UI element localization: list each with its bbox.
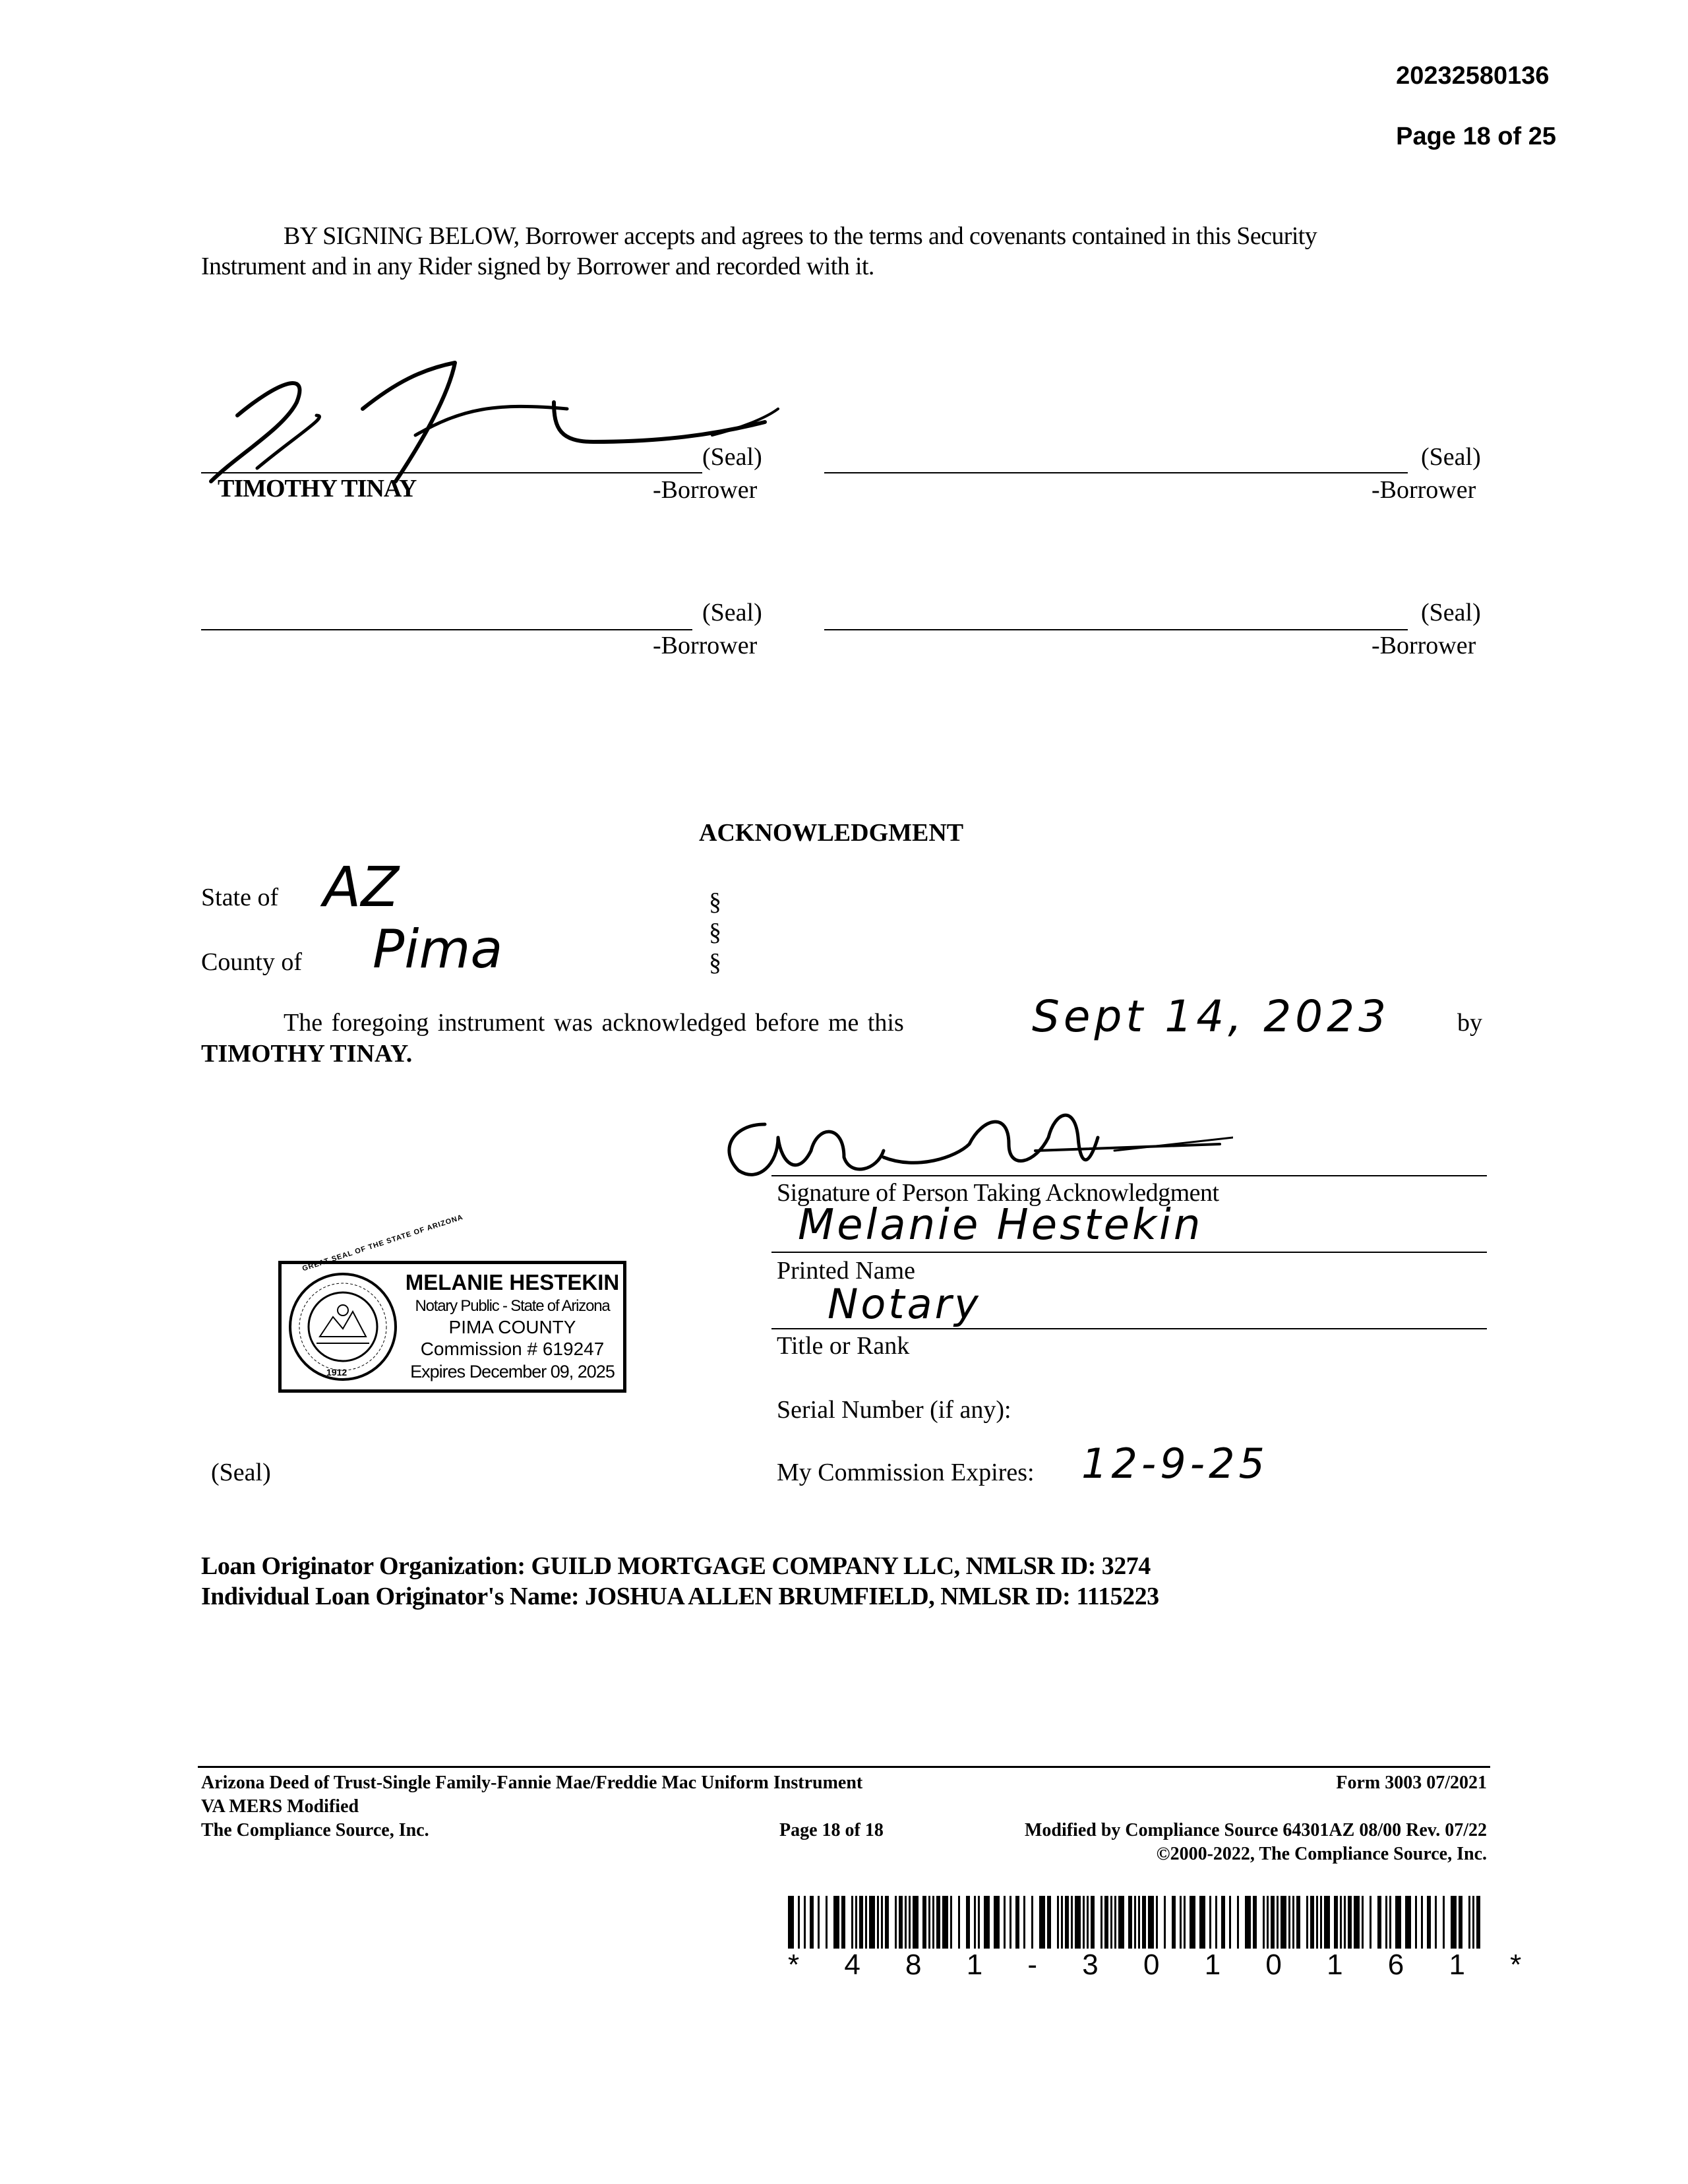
barcode-bar	[1348, 1896, 1352, 1949]
barcode-bar	[1306, 1896, 1308, 1949]
stamp-notary-name: MELANIE HESTEKIN	[405, 1270, 620, 1294]
barcode-bar	[1184, 1896, 1186, 1949]
barcode-bar	[928, 1896, 930, 1949]
section-symbol-1: §	[709, 888, 721, 916]
barcode-bar	[905, 1896, 907, 1949]
footer-modified-by: Modified by Compliance Source 64301AZ 08/00 Rev. 07/22	[1024, 1820, 1487, 1840]
barcode	[788, 1896, 1484, 1949]
barcode-bar	[909, 1896, 911, 1949]
barcode-bar	[818, 1896, 820, 1949]
barcode-bar	[1288, 1896, 1290, 1949]
footer-copyright: ©2000-2022, The Compliance Source, Inc.	[1156, 1844, 1487, 1864]
barcode-bar	[1443, 1896, 1445, 1949]
acknowledgment-title: ACKNOWLEDGMENT	[699, 819, 964, 847]
barcode-bar	[1340, 1896, 1342, 1949]
stamp-text	[404, 1269, 621, 1383]
barcode-bar	[810, 1896, 814, 1949]
page-label: Page 18 of 25	[1396, 123, 1556, 150]
barcode-bar	[1065, 1896, 1069, 1949]
signature-line-2	[824, 472, 1408, 473]
barcode-bar	[1324, 1896, 1330, 1949]
barcode-bar	[1114, 1896, 1116, 1949]
barcode-bar	[1395, 1896, 1401, 1949]
barcode-bar	[841, 1896, 845, 1949]
commission-expires-value: 12-9-25	[1081, 1440, 1269, 1488]
barcode-bar	[1405, 1896, 1411, 1949]
footer-publisher: The Compliance Source, Inc.	[201, 1820, 429, 1840]
barcode-bar	[1209, 1896, 1211, 1949]
barcode-bar	[1142, 1896, 1146, 1949]
page-header	[1382, 30, 1556, 152]
barcode-bar	[958, 1896, 960, 1949]
barcode-bar	[1316, 1896, 1318, 1949]
title-value: Notary	[828, 1280, 981, 1328]
stamp-line-4: Commission # 619247	[420, 1339, 605, 1359]
barcode-bar	[1215, 1896, 1217, 1949]
section-symbol-2: §	[709, 919, 721, 946]
seal-ring-text: GREAT SEAL OF THE STATE OF ARIZONA	[301, 1213, 465, 1273]
barcode-bar	[826, 1896, 828, 1949]
barcode-bar	[1071, 1896, 1073, 1949]
footer-rule	[198, 1766, 1490, 1768]
intro-line-1: BY SIGNING BELOW, Borrower accepts and agrees to the terms and covenants contained in this Security	[284, 222, 1317, 250]
notary-signature-line	[771, 1175, 1487, 1176]
barcode-bar	[1190, 1896, 1195, 1949]
barcode-bar	[1320, 1896, 1322, 1949]
title-label: Title or Rank	[777, 1332, 910, 1360]
barcode-bar	[788, 1896, 794, 1949]
barcode-text: * 4 8 1 - 3 0 1 0 1 6 1 *	[788, 1949, 1540, 1981]
footer-form-number: Form 3003 07/2021	[1336, 1773, 1487, 1793]
barcode-bar	[994, 1896, 1000, 1949]
county-label: County of	[201, 948, 303, 976]
barcode-bar	[899, 1896, 903, 1949]
barcode-bar	[1047, 1896, 1051, 1949]
barcode-bar	[1015, 1896, 1019, 1949]
barcode-bar	[1271, 1896, 1275, 1949]
stamp-line-3: PIMA COUNTY	[448, 1317, 576, 1337]
barcode-bar	[859, 1896, 863, 1949]
notary-seal-label: (Seal)	[211, 1459, 271, 1486]
serial-number-label: Serial Number (if any):	[777, 1396, 1011, 1424]
printed-name-value: Melanie Hestekin	[798, 1201, 1203, 1250]
loan-originator-info	[201, 1551, 1159, 1612]
barcode-bar	[1472, 1896, 1474, 1949]
notary-stamp	[278, 1213, 626, 1393]
barcode-bar	[1023, 1896, 1025, 1949]
barcode-bar	[942, 1896, 948, 1949]
barcode-bar	[1039, 1896, 1045, 1949]
barcode-bar	[1180, 1896, 1182, 1949]
document-number: 20232580136	[1396, 62, 1550, 90]
barcode-bar	[1451, 1896, 1457, 1949]
barcode-bar	[1100, 1896, 1102, 1949]
footer-page: Page 18 of 18	[779, 1820, 884, 1840]
seal-label-2: (Seal)	[1421, 443, 1481, 471]
barcode-bar	[1245, 1896, 1251, 1949]
barcode-bar	[1263, 1896, 1265, 1949]
seal-label-3: (Seal)	[702, 599, 762, 626]
printed-name-label: Printed Name	[777, 1257, 916, 1285]
acknowledgment-statement: The foregoing instrument was acknowledged before me this	[284, 1009, 904, 1037]
section-symbol-3: §	[709, 949, 721, 977]
stamp-line-2: Notary Public - State of Arizona	[415, 1297, 610, 1315]
barcode-bar	[1385, 1896, 1387, 1949]
barcode-bar	[1370, 1896, 1372, 1949]
barcode-bar	[1459, 1896, 1462, 1949]
seal-year: 1912	[326, 1367, 347, 1378]
barcode-bar	[1199, 1896, 1205, 1949]
barcode-bar	[1075, 1896, 1081, 1949]
role-label-3: -Borrower	[653, 632, 758, 659]
role-label-2: -Borrower	[1372, 476, 1476, 504]
barcode-bar	[877, 1896, 879, 1949]
loan-originator-org: Loan Originator Organization: GUILD MORTGAGE COMPANY LLC, NMLSR ID: 3274	[201, 1552, 1151, 1580]
county-value: Pima	[373, 919, 503, 980]
barcode-bar	[833, 1896, 839, 1949]
barcode-bar	[1421, 1896, 1423, 1949]
barcode-bar	[885, 1896, 889, 1949]
role-label-1: -Borrower	[653, 476, 758, 504]
signature-line-3	[201, 629, 692, 630]
barcode-bar	[913, 1896, 919, 1949]
barcode-bar	[1128, 1896, 1132, 1949]
barcode-bar	[1156, 1896, 1158, 1949]
barcode-bar	[1164, 1896, 1166, 1949]
intro-paragraph	[201, 221, 1493, 282]
barcode-bar	[1362, 1896, 1364, 1949]
barcode-bar	[1468, 1896, 1470, 1949]
title-line	[771, 1328, 1487, 1329]
barcode-bar	[1281, 1896, 1286, 1949]
state-label: State of	[201, 884, 279, 911]
barcode-bar	[974, 1896, 976, 1949]
barcode-bar	[1172, 1896, 1176, 1949]
barcode-bar	[1344, 1896, 1346, 1949]
footer-modified: VA MERS Modified	[201, 1796, 359, 1817]
barcode-bar	[865, 1896, 867, 1949]
barcode-bar	[950, 1896, 952, 1949]
barcode-bar	[798, 1896, 800, 1949]
signature-line-4	[824, 629, 1408, 630]
barcode-bar	[984, 1896, 990, 1949]
footer-form-title: Arizona Deed of Trust-Single Family-Fannie Mae/Freddie Mac Uniform Instrument	[201, 1773, 863, 1793]
barcode-bar	[1267, 1896, 1269, 1949]
barcode-bar	[1310, 1896, 1314, 1949]
barcode-bar	[1110, 1896, 1112, 1949]
commission-expires-label: My Commission Expires:	[777, 1459, 1035, 1486]
barcode-bar	[855, 1896, 857, 1949]
barcode-bar	[881, 1896, 883, 1949]
barcode-bar	[1476, 1896, 1480, 1949]
acknowledged-person-name: TIMOTHY TINAY.	[201, 1040, 413, 1068]
barcode-bar	[804, 1896, 806, 1949]
barcode-bar	[1138, 1896, 1140, 1949]
state-value: AZ	[323, 855, 400, 919]
barcode-bar	[1354, 1896, 1360, 1949]
barcode-bar	[1277, 1896, 1279, 1949]
barcode-bar	[1004, 1896, 1006, 1949]
section-symbols	[709, 887, 721, 978]
acknowledgment-by: by	[1457, 1009, 1482, 1037]
seal-label-4: (Seal)	[1421, 599, 1481, 626]
barcode-bar	[1118, 1896, 1124, 1949]
barcode-bar	[936, 1896, 940, 1949]
barcode-bar	[932, 1896, 934, 1949]
barcode-bar	[851, 1896, 853, 1949]
barcode-bar	[966, 1896, 970, 1949]
acknowledgment-date: Sept 14, 2023	[1032, 991, 1391, 1042]
barcode-bar	[1091, 1896, 1095, 1949]
barcode-bar	[1389, 1896, 1391, 1949]
barcode-bar	[1134, 1896, 1136, 1949]
barcode-bar	[1415, 1896, 1417, 1949]
barcode-bar	[1377, 1896, 1381, 1949]
barcode-bar	[1427, 1896, 1431, 1949]
stamp-line-5: Expires December 09, 2025	[410, 1362, 615, 1381]
printed-name-line	[771, 1252, 1487, 1253]
notary-signature-label: Signature of Person Taking Acknowledgment	[777, 1179, 1219, 1207]
barcode-bar	[895, 1896, 897, 1949]
barcode-bar	[1334, 1896, 1338, 1949]
loan-originator-individual: Individual Loan Originator's Name: JOSHUA ALLEN BRUMFIELD, NMLSR ID: 1115223	[201, 1583, 1159, 1610]
seal-label-1: (Seal)	[702, 443, 762, 471]
state-seal-icon	[287, 1271, 399, 1383]
barcode-bar	[1010, 1896, 1011, 1949]
barcode-bar	[1061, 1896, 1063, 1949]
barcode-bar	[869, 1896, 875, 1949]
borrower-name-1: TIMOTHY TINAY	[218, 475, 417, 502]
barcode-bar	[1087, 1896, 1089, 1949]
role-label-4: -Borrower	[1372, 632, 1476, 659]
barcode-bar	[1083, 1896, 1085, 1949]
barcode-bar	[1296, 1896, 1300, 1949]
barcode-bar	[1148, 1896, 1154, 1949]
intro-line-2: Instrument and in any Rider signed by Borrower and recorded with it.	[201, 253, 874, 280]
barcode-bar	[978, 1896, 980, 1949]
barcode-bar	[922, 1896, 926, 1949]
barcode-bar	[1229, 1896, 1231, 1949]
barcode-bar	[1253, 1896, 1257, 1949]
barcode-bar	[1031, 1896, 1033, 1949]
barcode-bar	[1057, 1896, 1059, 1949]
barcode-bar	[1104, 1896, 1108, 1949]
barcode-bar	[1221, 1896, 1225, 1949]
barcode-bar	[1292, 1896, 1294, 1949]
barcode-bar	[1435, 1896, 1437, 1949]
barcode-bar	[1237, 1896, 1239, 1949]
